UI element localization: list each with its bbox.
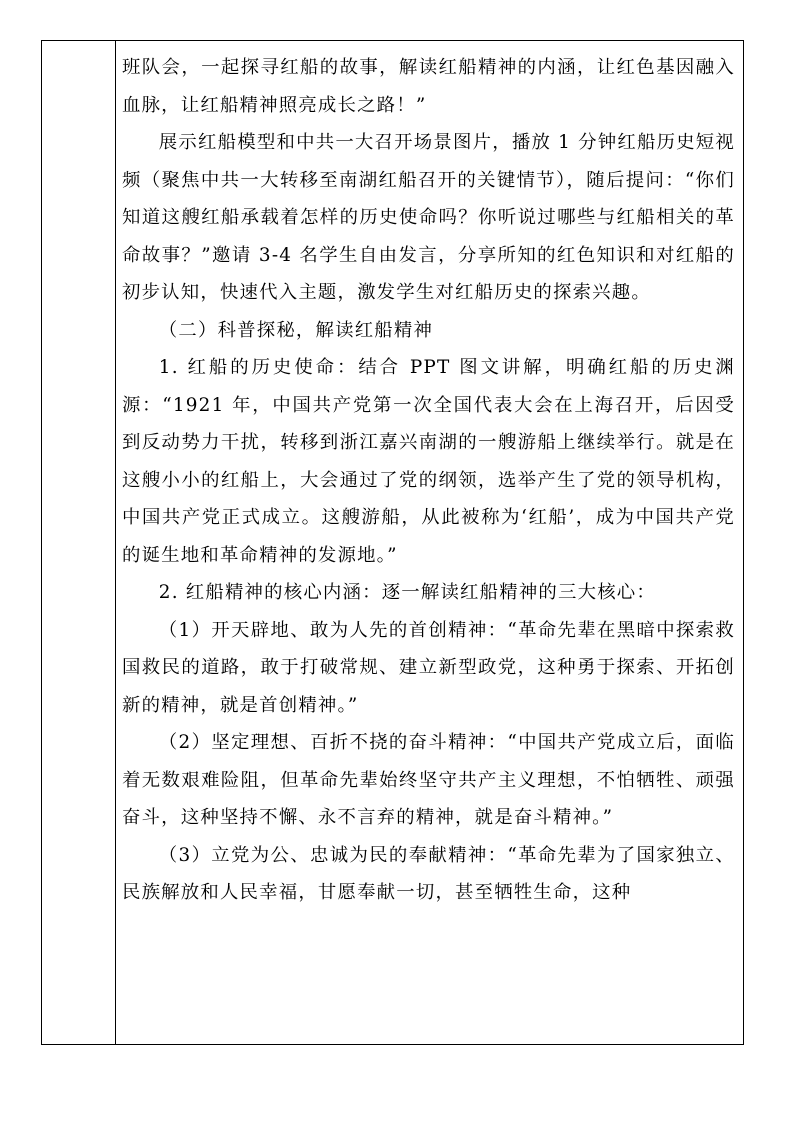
paragraph-intro-continuation: 班队会，一起探寻红船的故事，解读红船精神的内涵，让红色基因融入血脉，让红船精神照亮成长之路！” [122, 57, 735, 116]
lesson-table [41, 40, 744, 1045]
paragraph-historical-mission: 1. 红船的历史使命：结合 PPT 图文讲解，明确红船的历史渊源：“1921 年，中国共产党第一次全国代表大会在上海召开，后因受到反动势力干扰，转移到浙江嘉兴南湖的一艘游船上继续举行。就是在这艘小小的红船上，大会通过了党的纲领，选举产生了党的领导机构，中国共产党正式成立。这艘游船，从此被称为‘红船’，成为中国共产党的诞生地和革命精神的发源地。” [122, 357, 735, 566]
section-heading-2: （二）科普探秘，解读红船精神 [158, 319, 434, 341]
paragraph-pioneering-spirit: （1）开天辟地、敢为人先的首创精神：“革命先辈在黑暗中探索救国救民的道路，敢于打破常规、建立新型政党，这种勇于探索、开拓创新的精神，就是首创精神。” [122, 619, 735, 716]
column-divider [115, 41, 116, 1044]
paragraph-dedication-spirit: （3）立党为公、忠诚为民的奉献精神：“革命先辈为了国家独立、民族解放和人民幸福，甘愿奉献一切，甚至牺牲生命，这种 [122, 844, 735, 903]
paragraph-striving-spirit: （2）坚定理想、百折不挠的奋斗精神：“中国共产党成立后，面临着无数艰难险阻，但革命先辈始终坚守共产主义理想，不怕牺牲、顽强奋斗，这种坚持不懈、永不言弃的精神，就是奋斗精神。” [122, 732, 735, 828]
lesson-content-cell [122, 49, 735, 912]
paragraph-core-connotation: 2. 红船精神的核心内涵：逐一解读红船精神的三大核心： [158, 582, 656, 603]
paragraph-activity-description: 展示红船模型和中共一大召开场景图片，播放 1 分钟红船历史短视频（聚焦中共一大转移至南湖红船召开的关键情节），随后提问：“你们知道这艘红船承载着怎样的历史使命吗？你听说过哪些与红船相关的革命故事？”邀请 3-4 名学生自由发言，分享所知的红色知识和对红船的初步认知，快速代入主题，激发学生对红船历史的探索兴趣。 [122, 132, 735, 303]
